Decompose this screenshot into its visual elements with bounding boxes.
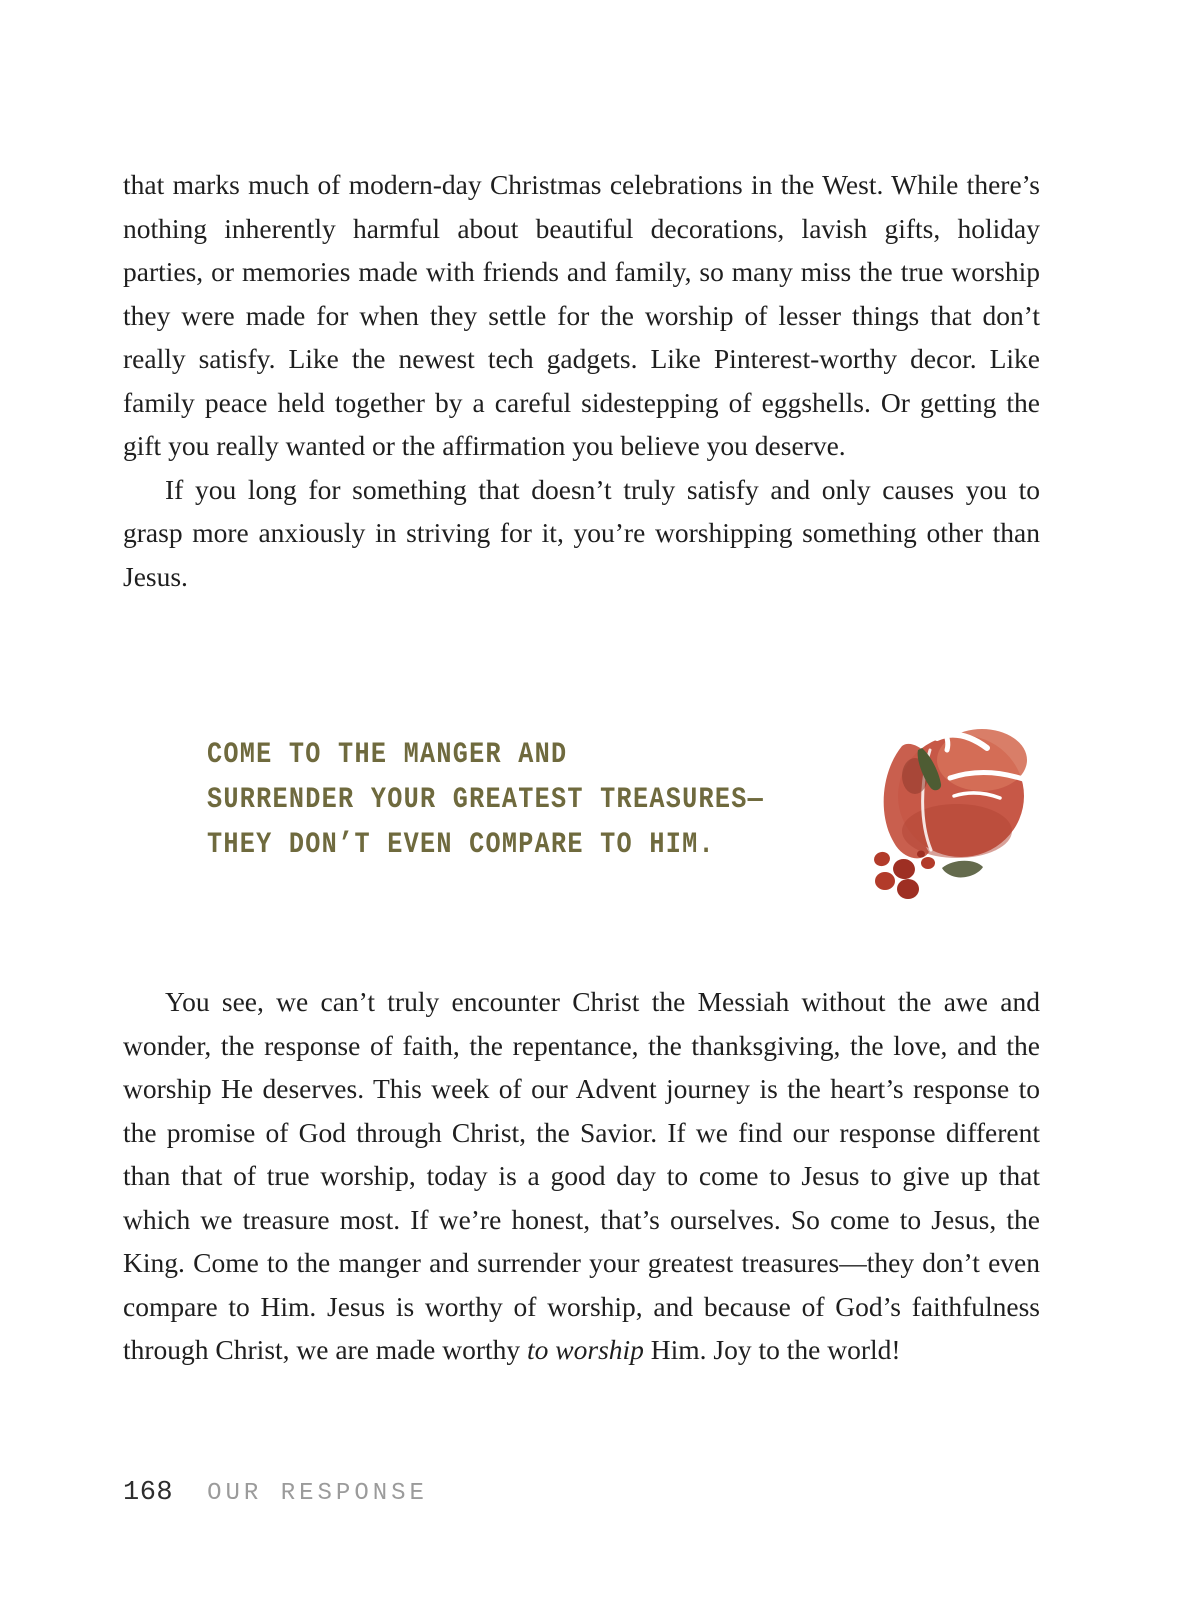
pomegranate-seeds xyxy=(872,850,935,899)
pull-quote xyxy=(207,733,887,868)
page-number: 168 xyxy=(123,1478,174,1508)
body-text-bottom xyxy=(123,980,1040,1372)
pomegranate-illustration xyxy=(830,688,1150,938)
paragraph: If you long for something that doesn’t truly satisfy and only causes you to grasp more anxiously in striving for it, you’re worshipping something other than Jesus. xyxy=(123,473,1040,592)
paragraph: that marks much of modern-day Christmas celebrations in the West. While there’s nothing inherently harmful about beautiful decorations, lavish gifts, holiday parties, or memories made with friends and family, so many miss the true worship they were made for when they settle for the worship of lesser things that don’t really satisfy. Like the newest tech gadgets. Like Pinterest-worthy decor. Like family peace held together by a careful sidestepping of eggshells. Or getting the gift you really wanted or the affirmation you believe you deserve. xyxy=(123,169,1040,461)
pull-quote-line: SURRENDER YOUR GREATEST TREASURES— xyxy=(207,783,765,817)
pomegranate-leaf xyxy=(942,861,983,878)
paragraph-text: Him. Joy to the world! xyxy=(643,1334,901,1365)
pull-quote-line: COME TO THE MANGER AND xyxy=(207,738,568,772)
page-footer xyxy=(123,1478,428,1508)
running-footer-title: OUR RESPONSE xyxy=(207,1480,428,1507)
pomegranate-fruit xyxy=(884,726,1027,858)
body-text-top xyxy=(123,163,1040,598)
pull-quote-line: THEY DON’T EVEN COMPARE TO HIM. xyxy=(207,828,715,862)
paragraph-text-italic: to worship xyxy=(527,1334,644,1365)
paragraph-text: You see, we can’t truly encounter Christ the Messiah without the awe and wonder, the response of faith, the repentance, the thanksgiving, the love, and the worship He deserves. This week of our Advent journey is the heart’s response to the promise of God through Christ, the Savior. If we find our response different than that of true worship, today is a good day to come to Jesus to give up that which we treasure most. If we’re honest, that’s ourselves. So come to Jesus, the King. Come to the manger and surrender your greatest treasures—they don’t even compare to Him. Jesus is worthy of worship, and because of God’s faithfulness through Christ, we are made worthy xyxy=(123,986,1040,1365)
paragraph xyxy=(123,980,1040,1372)
